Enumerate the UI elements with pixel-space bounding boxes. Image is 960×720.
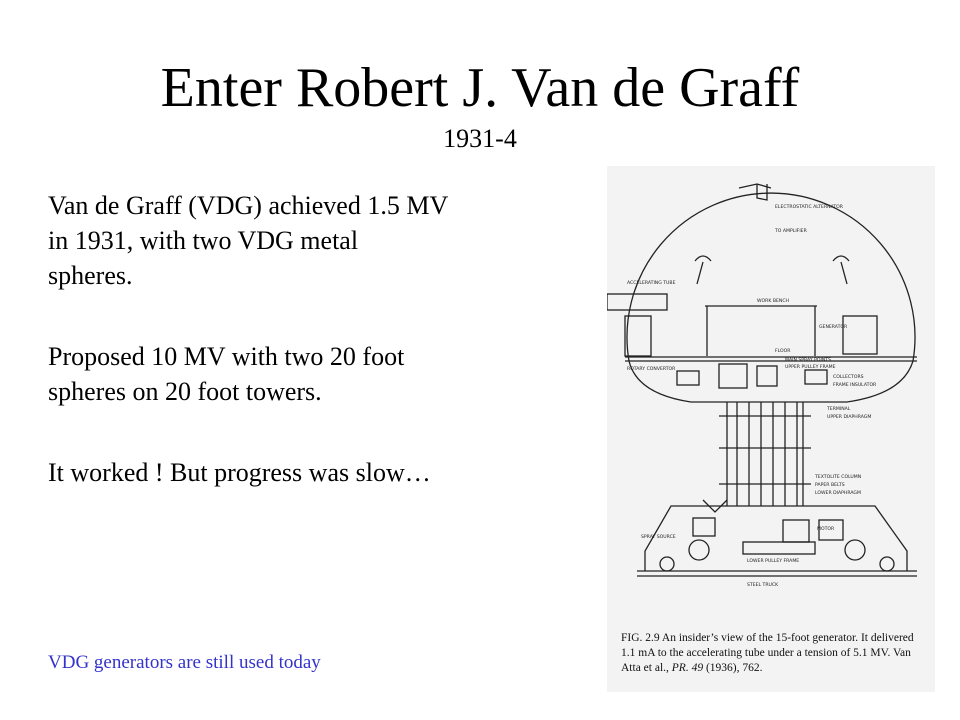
title-main: Enter Robert J. Van de Graff <box>160 57 800 119</box>
label-lower-diaphragm: LOWER DIAPHRAGM <box>815 491 861 496</box>
label-collectors: COLLECTORS <box>833 375 864 380</box>
label-steel-truck: STEEL TRUCK <box>747 583 779 588</box>
bullet-1: Van de Graff (VDG) achieved 1.5 MV in 1931, with two VDG metal spheres. <box>48 191 448 290</box>
caption-ref: (1936), 762. <box>703 662 763 674</box>
label-generator: GENERATOR <box>819 325 848 330</box>
label-paper-belts: PAPER BELTS <box>815 483 845 488</box>
label-floor: FLOOR <box>775 349 791 354</box>
label-lower-pulley: LOWER PULLEY FRAME <box>747 559 800 564</box>
diagram-lines <box>607 184 917 576</box>
label-motor: MOTOR <box>817 527 835 532</box>
footnote: VDG generators are still used today <box>48 652 321 673</box>
sphere-outline <box>627 193 915 361</box>
caption-text: FIG. 2.9 An insider’s view of the 15-foot generator. It delivered 1.1 mA to the accelerating tube under a tension of 5.1 MV. Van Atta et al., <box>621 632 914 674</box>
label-column: TEXTOLITE COLUMN <box>815 475 862 480</box>
label-spray-points: MAIN SPRAY POINTS <box>785 358 831 363</box>
label-terminal: TERMINAL <box>827 407 851 412</box>
generator-diagram <box>607 166 935 692</box>
bullet-2: Proposed 10 MV with two 20 foot spheres on 20 foot towers. <box>48 342 405 406</box>
bullet-3: It worked ! But progress was slow… <box>48 458 431 487</box>
label-pulley-frame: UPPER PULLEY FRAME <box>785 365 836 370</box>
label-amplifier: TO AMPLIFIER <box>775 229 807 234</box>
label-alternator: ELECTROSTATIC ALTERNATOR <box>775 205 843 210</box>
label-tube: ACCELERATING TUBE <box>627 281 676 286</box>
label-bench: WORK BENCH <box>757 299 789 304</box>
label-diaphragm: UPPER DIAPHRAGM <box>827 415 872 420</box>
label-frame-insulator: FRAME INSULATOR <box>833 383 877 388</box>
figure-caption <box>621 631 926 676</box>
label-spray-source: SPRAY SOURCE <box>641 535 676 540</box>
label-rotary: ROTARY CONVERTOR <box>627 367 676 372</box>
caption-journal: PR. 49 <box>671 662 704 674</box>
slide-title <box>0 57 960 153</box>
bullet-list <box>48 188 448 536</box>
generator-figure <box>607 166 935 692</box>
title-year: 1931-4 <box>443 124 517 153</box>
